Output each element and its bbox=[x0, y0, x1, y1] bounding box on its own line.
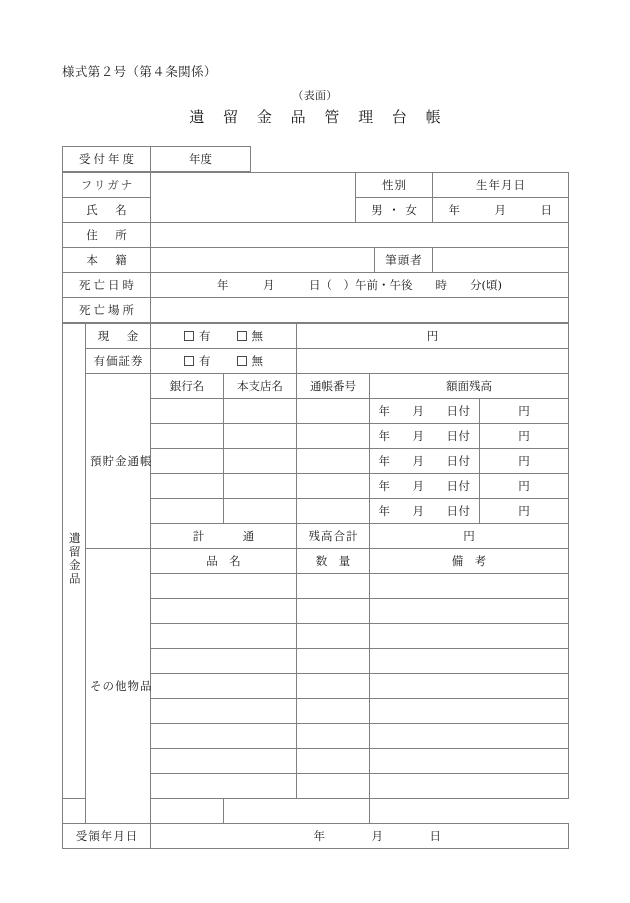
form-number: 様式第２号（第４条関係） bbox=[62, 64, 217, 79]
passbook-total-count-label[interactable]: 計 通 bbox=[151, 524, 297, 549]
page-title: 遺 留 金 品 管 理 台 帳 bbox=[189, 108, 448, 126]
securities-checkbox-cell[interactable] bbox=[151, 349, 297, 374]
table-row-death-datetime bbox=[63, 273, 569, 298]
table-row-registry bbox=[63, 248, 569, 273]
passbook-bank-name-cell[interactable] bbox=[151, 399, 224, 424]
address-label: 住 所 bbox=[63, 223, 151, 248]
table-row-furigana bbox=[63, 173, 569, 198]
goods-quantity-cell[interactable] bbox=[297, 724, 370, 749]
goods-quantity-cell[interactable] bbox=[297, 649, 370, 674]
balance-date-run bbox=[379, 404, 471, 418]
passbook-account-number-cell[interactable] bbox=[297, 399, 370, 424]
balance-month-label: 月 bbox=[412, 478, 425, 493]
balance-year-label: 年 bbox=[378, 453, 391, 468]
receipt-date-run bbox=[314, 829, 442, 843]
goods-item-name-cell[interactable] bbox=[63, 799, 151, 824]
balance-day-label: 日付 bbox=[446, 403, 471, 418]
balance-year-label: 年 bbox=[378, 503, 391, 518]
securities-yes-label: 有 bbox=[199, 353, 211, 368]
goods-remarks-cell[interactable] bbox=[370, 699, 569, 724]
goods-col-item-name: 品 名 bbox=[151, 549, 297, 574]
table-row-receipt-date bbox=[63, 824, 569, 849]
securities-checkboxes bbox=[184, 354, 263, 368]
table-row-cash bbox=[63, 324, 569, 349]
goods-remarks-cell[interactable] bbox=[370, 649, 569, 674]
balance-day-label: 日付 bbox=[446, 503, 471, 518]
passbook-balance-amount-cell[interactable]: 円 bbox=[480, 449, 569, 474]
receipt-date-value-cell[interactable] bbox=[151, 824, 569, 849]
passbook-account-number-cell[interactable] bbox=[297, 499, 370, 524]
checkbox-icon[interactable] bbox=[184, 356, 194, 366]
goods-item-name-cell[interactable] bbox=[151, 599, 297, 624]
passbook-balance-amount-cell[interactable]: 円 bbox=[480, 399, 569, 424]
table-row bbox=[63, 147, 569, 172]
passbook-branch-name-cell[interactable] bbox=[224, 424, 297, 449]
balance-date-run bbox=[379, 429, 471, 443]
passbook-bank-name-cell[interactable] bbox=[151, 424, 224, 449]
goods-remarks-cell[interactable] bbox=[370, 599, 569, 624]
securities-yes-option[interactable] bbox=[184, 354, 211, 368]
name-input-cell[interactable] bbox=[151, 173, 356, 223]
birth-year-label: 年 bbox=[448, 202, 461, 217]
birthdate-value-cell[interactable] bbox=[433, 198, 569, 223]
goods-item-name-cell[interactable] bbox=[151, 724, 297, 749]
passbook-bank-name-cell[interactable] bbox=[151, 499, 224, 524]
reception-year-value[interactable]: 年度 bbox=[151, 147, 251, 172]
goods-remarks-cell[interactable] bbox=[370, 724, 569, 749]
checkbox-icon[interactable] bbox=[237, 331, 247, 341]
goods-quantity-cell[interactable] bbox=[297, 699, 370, 724]
cash-label: 現 金 bbox=[86, 324, 151, 349]
identity-table bbox=[62, 172, 569, 323]
cash-yes-option[interactable] bbox=[184, 329, 211, 343]
goods-quantity-cell[interactable] bbox=[297, 599, 370, 624]
passbook-account-number-cell[interactable] bbox=[297, 424, 370, 449]
goods-remarks-cell[interactable] bbox=[370, 674, 569, 699]
goods-item-name-cell[interactable] bbox=[151, 699, 297, 724]
passbook-total-balance-label: 残高合計 bbox=[297, 524, 370, 549]
goods-col-quantity: 数 量 bbox=[297, 549, 370, 574]
cash-no-option[interactable] bbox=[237, 329, 264, 343]
goods-quantity-cell[interactable] bbox=[297, 574, 370, 599]
goods-remarks-cell[interactable] bbox=[370, 574, 569, 599]
securities-label: 有価証券 bbox=[86, 349, 151, 374]
registry-input-cell[interactable] bbox=[151, 248, 375, 273]
balance-date-run bbox=[379, 479, 471, 493]
passbook-col-balance: 額面残高 bbox=[370, 374, 569, 399]
passbook-bank-name-cell[interactable] bbox=[151, 474, 224, 499]
address-input-cell[interactable] bbox=[151, 223, 569, 248]
balance-month-label: 月 bbox=[412, 503, 425, 518]
passbook-account-number-cell[interactable] bbox=[297, 449, 370, 474]
birthdate-header: 生年月日 bbox=[433, 173, 569, 198]
death-datetime-value-cell[interactable]: 年 月 日（ ）午前・午後 時 分(頃) bbox=[151, 273, 569, 298]
securities-detail-cell[interactable] bbox=[297, 349, 569, 374]
passbook-balance-date-cell[interactable] bbox=[370, 424, 480, 449]
cash-no-label: 無 bbox=[251, 328, 263, 343]
table-row-securities bbox=[63, 349, 569, 374]
balance-year-label: 年 bbox=[378, 428, 391, 443]
balance-day-label: 日付 bbox=[446, 453, 471, 468]
goods-item-name-cell[interactable] bbox=[151, 649, 297, 674]
goods-quantity-cell[interactable] bbox=[151, 799, 224, 824]
passbook-col-bank-name: 銀行名 bbox=[151, 374, 224, 399]
goods-quantity-cell[interactable] bbox=[297, 624, 370, 649]
balance-date-run bbox=[379, 504, 471, 518]
passbook-branch-name-cell[interactable] bbox=[224, 474, 297, 499]
receipt-year-label: 年 bbox=[313, 828, 326, 843]
passbook-col-branch-name: 本支店名 bbox=[224, 374, 297, 399]
balance-year-label: 年 bbox=[378, 478, 391, 493]
cash-checkboxes bbox=[184, 329, 263, 343]
goods-item-name-cell[interactable] bbox=[151, 749, 297, 774]
checkbox-icon[interactable] bbox=[184, 331, 194, 341]
head-of-family-label: 筆頭者 bbox=[375, 248, 433, 273]
table-row-address bbox=[63, 223, 569, 248]
estate-property-table bbox=[62, 323, 569, 849]
table-row-passbook-header bbox=[63, 374, 569, 399]
reception-year-label: 受付年度 bbox=[63, 147, 151, 172]
goods-quantity-cell[interactable] bbox=[297, 674, 370, 699]
balance-day-label: 日付 bbox=[446, 428, 471, 443]
furigana-label: フリガナ bbox=[63, 173, 151, 198]
securities-no-label: 無 bbox=[251, 353, 263, 368]
goods-item-name-cell[interactable] bbox=[151, 574, 297, 599]
goods-remarks-cell[interactable] bbox=[370, 774, 569, 799]
balance-month-label: 月 bbox=[412, 453, 425, 468]
cash-checkbox-cell[interactable] bbox=[151, 324, 297, 349]
passbook-balance-date-cell[interactable] bbox=[370, 399, 480, 424]
head-of-family-input-cell[interactable] bbox=[433, 248, 569, 273]
estate-property-vertical-label: 遺留金品 bbox=[63, 324, 86, 799]
balance-year-label: 年 bbox=[378, 403, 391, 418]
side-note: （表面） bbox=[292, 89, 338, 102]
gender-header: 性別 bbox=[356, 173, 433, 198]
reception-year-table bbox=[62, 146, 569, 172]
passbook-balance-amount-cell[interactable]: 円 bbox=[480, 474, 569, 499]
death-place-input-cell[interactable] bbox=[151, 298, 569, 323]
balance-month-label: 月 bbox=[412, 428, 425, 443]
registry-label: 本 籍 bbox=[63, 248, 151, 273]
passbook-balance-date-cell[interactable] bbox=[370, 474, 480, 499]
ledger-sheet bbox=[62, 146, 568, 849]
receipt-date-label: 受領年月日 bbox=[63, 824, 151, 849]
death-datetime-label: 死亡日時 bbox=[63, 273, 151, 298]
passbook-balance-amount-cell[interactable]: 円 bbox=[480, 499, 569, 524]
goods-remarks-cell[interactable] bbox=[224, 799, 370, 824]
passbook-branch-name-cell[interactable] bbox=[224, 399, 297, 424]
goods-remarks-cell[interactable] bbox=[370, 624, 569, 649]
death-place-label: 死亡場所 bbox=[63, 298, 151, 323]
goods-item-name-cell[interactable] bbox=[151, 674, 297, 699]
other-goods-label: その他物品 bbox=[86, 549, 151, 824]
birthdate-run bbox=[449, 203, 553, 217]
goods-col-remarks: 備 考 bbox=[370, 549, 569, 574]
goods-item-name-cell[interactable] bbox=[151, 624, 297, 649]
cash-amount-cell[interactable]: 円 bbox=[297, 324, 569, 349]
passbook-balance-date-cell[interactable] bbox=[370, 499, 480, 524]
passbook-branch-name-cell[interactable] bbox=[224, 499, 297, 524]
passbook-label: 預貯金通帳 bbox=[86, 374, 151, 549]
balance-month-label: 月 bbox=[412, 403, 425, 418]
goods-quantity-cell[interactable] bbox=[297, 774, 370, 799]
passbook-balance-amount-cell[interactable]: 円 bbox=[480, 424, 569, 449]
receipt-day-label: 日 bbox=[429, 828, 442, 843]
cash-yes-label: 有 bbox=[199, 328, 211, 343]
goods-quantity-cell[interactable] bbox=[297, 749, 370, 774]
birth-day-label: 日 bbox=[540, 202, 553, 217]
table-row-goods-header bbox=[63, 549, 569, 574]
balance-date-run bbox=[379, 454, 471, 468]
passbook-bank-name-cell[interactable] bbox=[151, 449, 224, 474]
passbook-account-number-cell[interactable] bbox=[297, 474, 370, 499]
securities-no-option[interactable] bbox=[237, 354, 264, 368]
passbook-col-account-number: 通帳番号 bbox=[297, 374, 370, 399]
goods-remarks-cell[interactable] bbox=[370, 749, 569, 774]
table-row-death-place bbox=[63, 298, 569, 323]
balance-day-label: 日付 bbox=[446, 478, 471, 493]
gender-choice-cell[interactable]: 男 ・ 女 bbox=[356, 198, 433, 223]
receipt-month-label: 月 bbox=[371, 828, 384, 843]
reception-year-trailing-space bbox=[251, 147, 569, 172]
birth-month-label: 月 bbox=[494, 202, 507, 217]
name-label: 氏 名 bbox=[63, 198, 151, 223]
passbook-branch-name-cell[interactable] bbox=[224, 449, 297, 474]
table-row-goods-entry bbox=[63, 799, 569, 824]
passbook-balance-date-cell[interactable] bbox=[370, 449, 480, 474]
goods-item-name-cell[interactable] bbox=[151, 774, 297, 799]
checkbox-icon[interactable] bbox=[237, 356, 247, 366]
passbook-total-balance-value[interactable]: 円 bbox=[370, 524, 569, 549]
